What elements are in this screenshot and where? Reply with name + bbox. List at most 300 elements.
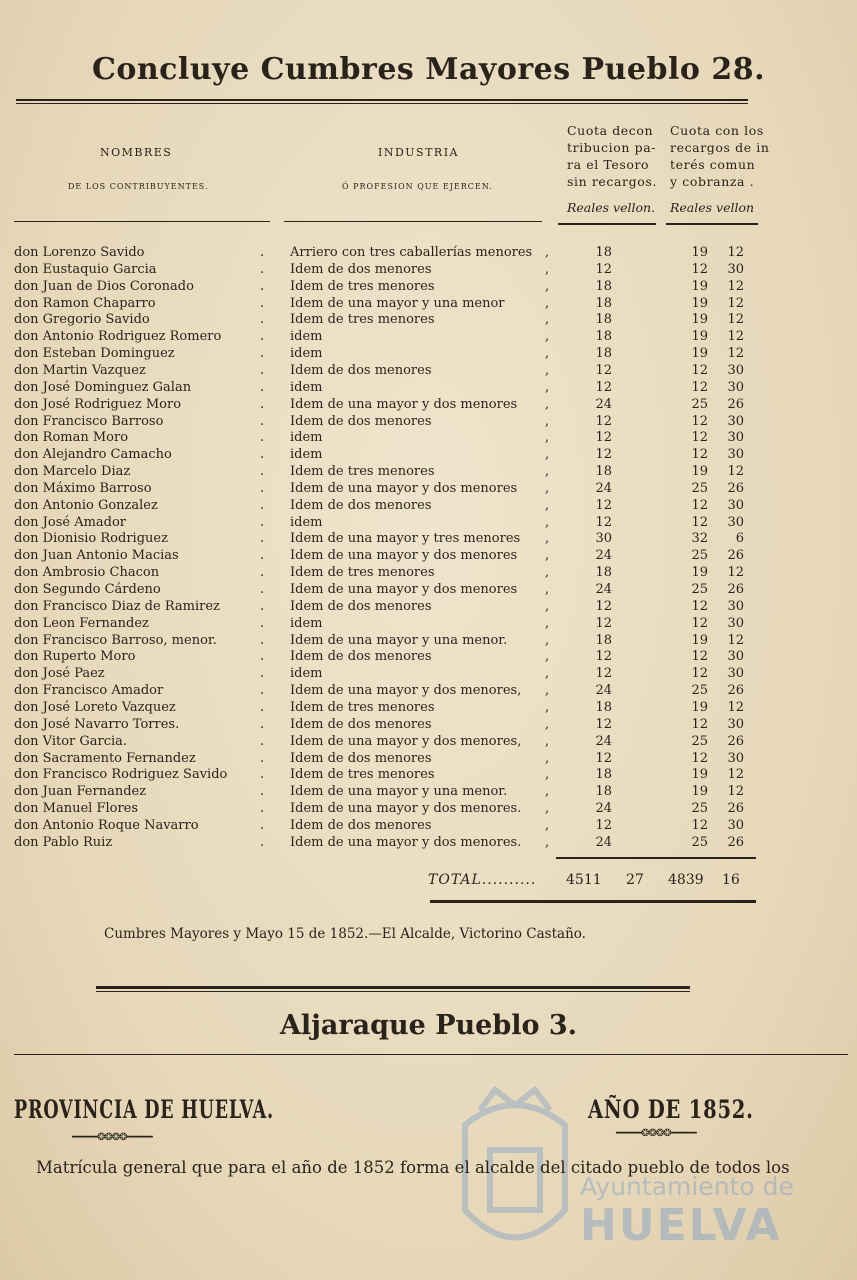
cuota2-reales: 12 [691,716,708,732]
contributor-industry: Idem de una mayor y dos menores [290,396,518,412]
contributor-industry: Idem de dos menores [290,817,432,833]
leader-dot: , [545,514,550,530]
contributor-name: don Gregorio Savido [14,312,150,328]
leader-dot: , [545,598,550,614]
cuota2-maravedis: 12 [727,464,744,480]
leader-dot: . [260,767,265,783]
contributor-name: don Lorenzo Savido [14,245,145,260]
cuota2-reales: 19 [691,632,708,648]
table-row [0,766,857,783]
cuota2-reales: 19 [691,295,708,311]
cuota1-value: 12 [595,379,612,395]
cuota2-maravedis: 30 [727,598,744,614]
cuota2-maravedis: 26 [727,683,744,699]
cuota2-reales: 12 [691,379,708,395]
leader-dot: . [260,649,265,665]
leader-dot: , [545,784,550,800]
contributor-name: don Juan Fernandez [14,784,147,800]
leader-dot: , [545,379,550,395]
table-row [0,328,857,345]
contributor-industry: idem [290,447,323,463]
leader-dot: , [545,346,550,362]
contributor-name: don José Rodriguez Moro [14,396,182,412]
table-row [0,598,857,615]
cuota1-value: 12 [595,716,612,732]
cuota1-value: 24 [595,834,612,850]
leader-dot: . [260,346,265,362]
table-row [0,547,857,564]
provincia-heading: PROVINCIA DE HUELVA. [14,1095,274,1124]
leader-dot: , [545,531,550,547]
cuota1-value: 24 [595,582,612,597]
cuota2-maravedis: 12 [727,784,744,800]
contributor-name: don Antonio Gonzalez [14,497,158,513]
leader-dot: , [545,750,550,766]
header-cuota1-line: sin recargos. [567,174,657,189]
cuota2-maravedis: 12 [727,346,744,362]
header-industria: INDUSTRIA [378,146,460,159]
cuota2-reales: 19 [691,245,708,260]
cuota2-reales: 12 [691,430,708,446]
cuota1-value: 24 [595,480,612,496]
cuota1-value: 12 [595,430,612,446]
header-cuota2-line: Cuota con los [670,123,764,138]
cuota2-reales: 12 [691,817,708,833]
signature-line: Cumbres Mayores y Mayo 15 de 1852.—El Alcalde, Victorino Castaño. [104,926,586,942]
contributor-name: don José Amador [14,514,127,530]
cuota2-maravedis: 12 [727,699,744,715]
leader-dot: . [260,447,265,463]
header-industria-sub: Ó PROFESION QUE EJERCEN. [342,182,493,191]
leader-dot: , [545,480,550,496]
cuota2-reales: 12 [691,598,708,614]
table-row [0,699,857,716]
cuota2-maravedis: 30 [727,649,744,665]
table-row [0,665,857,682]
contributor-industry: Idem de tres menores [290,464,435,480]
leader-dot: . [260,278,265,294]
contributor-name: don Esteban Dominguez [14,346,175,362]
contributor-name: don Ambrosio Chacon [14,565,160,581]
contributor-industry: Arriero con tres caballerías menores [290,245,533,260]
leader-dot: , [545,565,550,581]
contributor-name: don Martin Vazquez [14,362,146,378]
cuota2-maravedis: 30 [727,615,744,631]
header-cuota1 [567,122,657,190]
cuota1-value: 18 [595,329,612,345]
leader-dot: . [260,548,265,564]
cuota2-reales: 19 [691,329,708,345]
contributor-name: don Vitor Garcia. [14,733,128,749]
total-label: TOTAL.......... [428,872,537,888]
contributor-industry: Idem de una mayor y dos menores. [290,834,522,850]
total-cuota1-reales: 4511 [566,872,602,888]
contributor-industry: Idem de tres menores [290,767,435,783]
leader-dot: , [545,767,550,783]
table-row [0,278,857,295]
contributor-name: don Ruperto Moro [14,649,136,665]
section-title-rule [14,1054,848,1055]
table-row [0,463,857,480]
cuota2-maravedis: 30 [727,261,744,277]
table-row [0,783,857,800]
table-row [0,261,857,278]
leader-dot: , [545,666,550,682]
contributor-name: don Marcelo Diaz [14,464,131,480]
cuota2-reales: 12 [691,497,708,513]
table-row [0,446,857,463]
ornament-left-icon: ━━━━━❂❂❂❂━━━━━ [72,1132,152,1143]
contributor-name: don Roman Moro [14,430,129,446]
leader-dot: . [260,464,265,480]
cuota2-maravedis: 26 [727,801,744,817]
table-row [0,834,857,851]
cuota2-maravedis: 26 [727,733,744,749]
cuota2-maravedis: 30 [727,362,744,378]
leader-dot: . [260,329,265,345]
cuota2-reales: 12 [691,413,708,429]
header-cuota2-line: y cobranza . [670,174,755,189]
cuota2-maravedis: 30 [727,379,744,395]
cuota1-value: 24 [595,548,612,564]
leader-dot: . [260,582,265,597]
leader-dot: . [260,666,265,682]
header-cuota2-unit: Reales vellon [670,200,755,215]
cuota2-reales: 19 [691,699,708,715]
contributor-industry: Idem de tres menores [290,565,435,581]
contributor-industry: Idem de una mayor y dos menores, [290,683,522,699]
leader-dot: , [545,447,550,463]
leader-dot: . [260,379,265,395]
cuota1-value: 12 [595,497,612,513]
cuota1-value: 18 [595,312,612,328]
leader-dot: , [545,396,550,412]
contributor-name: don Alejandro Camacho [14,447,172,463]
contributor-name: don Francisco Barroso, menor. [14,632,217,648]
cuota2-reales: 12 [691,362,708,378]
table-row [0,379,857,396]
cuota2-maravedis: 12 [727,632,744,648]
leader-dot: , [545,801,550,817]
contributor-industry: Idem de una mayor y dos menores [290,548,518,564]
contributor-industry: idem [290,514,323,530]
header-cuota2 [670,122,770,190]
cuota1-value: 18 [595,767,612,783]
table-row [0,295,857,312]
contributor-industry: Idem de dos menores [290,362,432,378]
cuota2-maravedis: 26 [727,548,744,564]
cuota2-reales: 12 [691,447,708,463]
contributor-name: don Antonio Rodriguez Romero [14,329,222,345]
leader-dot: . [260,716,265,732]
leader-dot: , [545,733,550,749]
cuota1-value: 12 [595,649,612,665]
leader-dot: . [260,480,265,496]
contributor-industry: Idem de dos menores [290,413,432,429]
cuota1-value: 18 [595,699,612,715]
cuota2-maravedis: 26 [727,834,744,850]
cuota2-maravedis: 30 [727,514,744,530]
cuota2-reales: 19 [691,565,708,581]
contributor-name: don Máximo Barroso [14,480,152,496]
cuota1-value: 18 [595,245,612,260]
contributor-industry: idem [290,615,323,631]
contributor-industry: Idem de tres menores [290,312,435,328]
contributor-industry: Idem de dos menores [290,716,432,732]
cuota1-value: 12 [595,413,612,429]
leader-dot: . [260,295,265,311]
contributor-industry: Idem de dos menores [290,261,432,277]
cuota2-maravedis: 26 [727,396,744,412]
contributor-name: don Juan de Dios Coronado [14,278,194,294]
table-row [0,429,857,446]
cuota2-reales: 25 [691,548,708,564]
table-row [0,480,857,497]
cuota2-maravedis: 12 [727,245,744,260]
contributor-name: don Segundo Cárdeno [14,582,161,597]
header-cuota1-unit: Reales vellon. [567,200,656,215]
cuota2-reales: 25 [691,396,708,412]
table-row [0,615,857,632]
contributor-name: don Manuel Flores [14,801,139,817]
total-cuota2-reales: 4839 [668,872,704,888]
leader-dot: . [260,531,265,547]
cuota2-maravedis: 30 [727,430,744,446]
cuota1-value: 12 [595,514,612,530]
cuota2-reales: 25 [691,683,708,699]
leader-dot: , [545,464,550,480]
leader-dot: . [260,683,265,699]
title-rule [16,99,748,101]
cuota2-maravedis: 30 [727,413,744,429]
header-cuota2-line: recargos de in [670,140,770,155]
cuota2-maravedis: 30 [727,817,744,833]
table-row [0,311,857,328]
section-title: Aljaraque Pueblo 3. [279,1010,578,1041]
contributor-name: don Francisco Amador [14,683,164,699]
cuota1-value: 18 [595,565,612,581]
contributor-industry: Idem de una mayor y una menor. [290,784,508,800]
contributor-name: don Ramon Chaparro [14,295,156,311]
title-rule-thin [16,103,748,104]
leader-dot: , [545,497,550,513]
leader-dot: , [545,615,550,631]
leader-dot: , [545,312,550,328]
contributor-industry: Idem de una mayor y tres menores [290,531,521,547]
leader-dot: . [260,497,265,513]
leader-dot: , [545,329,550,345]
header-rule-industria [284,221,542,222]
leader-dot: , [545,548,550,564]
section-rule-thin [96,991,690,992]
leader-dot: . [260,834,265,850]
cuota2-reales: 19 [691,767,708,783]
contributor-name: don Antonio Roque Navarro [14,817,199,833]
cuota1-value: 12 [595,598,612,614]
cuota1-value: 12 [595,615,612,631]
contributor-name: don José Loreto Vazquez [14,699,176,715]
cuota1-value: 24 [595,801,612,817]
contributor-name: don José Paez [14,666,105,682]
leader-dot: , [545,632,550,648]
contributor-industry: Idem de dos menores [290,598,432,614]
cuota1-value: 12 [595,750,612,766]
contributor-industry: Idem de una mayor y dos menores [290,582,518,597]
header-cuota1-line: ra el Tesoro [567,157,650,172]
table-row [0,581,857,598]
contributor-name: don Francisco Diaz de Ramirez [14,598,220,614]
table-row [0,345,857,362]
cuota1-value: 12 [595,447,612,463]
table-row [0,800,857,817]
leader-dot: . [260,632,265,648]
table-row [0,396,857,413]
cuota2-reales: 25 [691,733,708,749]
leader-dot: . [260,733,265,749]
contributor-industry: Idem de dos menores [290,649,432,665]
cuota2-reales: 12 [691,750,708,766]
cuota1-value: 18 [595,464,612,480]
watermark-text-line2: HUELVA [580,1200,782,1251]
leader-dot: . [260,565,265,581]
contributor-industry: idem [290,666,323,682]
cuota1-value: 18 [595,346,612,362]
total-cuota1-maravedis: 27 [626,872,644,888]
total-rule [556,857,756,859]
contributor-industry: Idem de una mayor y dos menores, [290,733,522,749]
ornament-right-icon: ━━━━━❂❂❂❂━━━━━ [616,1128,696,1139]
leader-dot: . [260,396,265,412]
cuota2-reales: 19 [691,312,708,328]
leader-dot: . [260,245,265,260]
cuota2-reales: 12 [691,649,708,665]
header-cuota1-line: Cuota decon [567,123,654,138]
contributor-industry: Idem de una mayor y dos menores [290,480,518,496]
leader-dot: . [260,801,265,817]
header-nombres: NOMBRES [100,146,173,159]
contributor-name: don Pablo Ruiz [14,834,113,850]
leader-dot: , [545,413,550,429]
leader-dot: , [545,295,550,311]
leader-dot: , [545,278,550,294]
header-cuota2-line: terés comun [670,157,756,172]
cuota2-maravedis: 12 [727,565,744,581]
contributor-name: don José Dominguez Galan [14,379,192,395]
contributor-name: don Francisco Barroso [14,413,164,429]
cuota1-value: 18 [595,784,612,800]
table-row [0,413,857,430]
cuota2-maravedis: 12 [727,295,744,311]
cuota1-value: 12 [595,261,612,277]
total-cuota2-maravedis: 16 [722,872,740,888]
leader-dot: . [260,514,265,530]
table-row [0,564,857,581]
matricula-text: Matrícula general que para el año de 1852 forma el alcalde del citado pueblo de todos los [36,1158,790,1177]
contributor-name: don Leon Fernandez [14,615,149,631]
leader-dot: , [545,716,550,732]
contributor-industry: Idem de tres menores [290,278,435,294]
leader-dot: , [545,582,550,597]
contributor-industry: Idem de una mayor y dos menores. [290,801,522,817]
cuota2-maravedis: 30 [727,716,744,732]
contributor-name: don Eustaquio Garcia [14,261,157,277]
leader-dot: , [545,834,550,850]
leader-dot: . [260,784,265,800]
leader-dot: , [545,430,550,446]
table-row [0,632,857,649]
leader-dot: . [260,261,265,277]
header-rule-cuota2 [666,223,758,225]
section-rule [96,986,690,989]
cuota1-value: 18 [595,295,612,311]
table-row [0,648,857,665]
contributor-industry: Idem de una mayor y una menor. [290,632,508,648]
page-title: Concluye Cumbres Mayores Pueblo 28. [91,52,766,87]
cuota1-value: 18 [595,278,612,294]
contributor-name: don Juan Antonio Macias [14,548,179,564]
header-rule-nombres [14,221,270,222]
cuota2-maravedis: 30 [727,666,744,682]
header-rule-cuota1 [558,223,656,225]
cuota1-value: 24 [595,396,612,412]
ano-heading: AÑO DE 1852. [588,1095,754,1124]
leader-dot: , [545,245,550,260]
contributor-industry: Idem de una mayor y una menor [290,295,505,311]
leader-dot: . [260,699,265,715]
contributor-name: don José Navarro Torres. [14,716,180,732]
cuota2-reales: 19 [691,278,708,294]
table-row [0,530,857,547]
table-row [0,682,857,699]
cuota2-maravedis: 26 [727,480,744,496]
leader-dot: . [260,817,265,833]
contributor-name: don Dionisio Rodriguez [14,531,168,547]
cuota2-maravedis: 12 [727,329,744,345]
table-row [0,817,857,834]
total-bottom-rule [430,900,756,903]
cuota2-maravedis: 26 [727,582,744,597]
cuota2-reales: 12 [691,514,708,530]
contributor-name: don Sacramento Fernandez [14,750,196,766]
table-row [0,514,857,531]
contributor-industry: idem [290,430,323,446]
cuota1-value: 24 [595,733,612,749]
leader-dot: . [260,413,265,429]
cuota2-maravedis: 30 [727,497,744,513]
table-row [0,244,857,261]
contributor-industry: Idem de dos menores [290,497,432,513]
cuota2-reales: 25 [691,582,708,597]
cuota2-maravedis: 30 [727,750,744,766]
cuota1-value: 18 [595,632,612,648]
cuota1-value: 24 [595,683,612,699]
cuota2-reales: 25 [691,834,708,850]
header-cuota1-line: tribucion pa- [567,140,657,155]
table-row [0,750,857,767]
contributor-industry: idem [290,379,323,395]
cuota2-maravedis: 12 [727,767,744,783]
cuota2-reales: 19 [691,784,708,800]
contributor-name: don Francisco Rodriguez Savido [14,767,228,783]
cuota2-reales: 25 [691,480,708,496]
cuota2-reales: 25 [691,801,708,817]
leader-dot: , [545,817,550,833]
leader-dot: . [260,362,265,378]
cuota1-value: 12 [595,666,612,682]
table-row [0,716,857,733]
cuota2-reales: 32 [691,531,708,547]
leader-dot: , [545,699,550,715]
